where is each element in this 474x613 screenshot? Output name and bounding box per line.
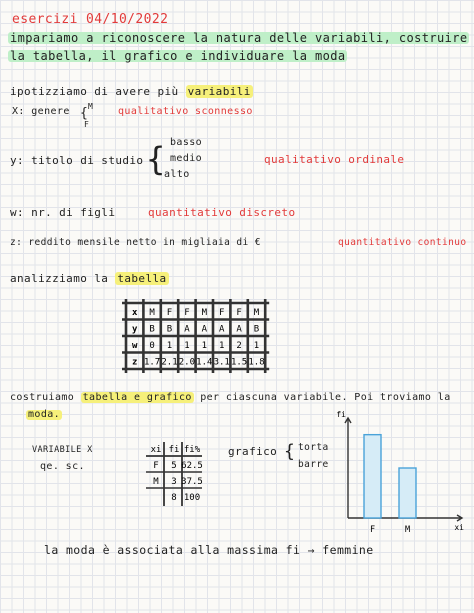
table-cell: 1 [218,340,225,351]
build-section-line: costruiamo tabella e grafico per ciascuna variabile. Poi troviamo la [10,392,451,403]
variable-y-label: y: titolo di studio [10,154,144,167]
category-f: F [84,120,90,129]
table-section-heading: analizziamo la tabella [10,272,167,285]
table-cell: 1 [184,340,190,351]
table-row-label: y [131,324,138,335]
x-axis-label: xi [454,523,464,532]
variable-x-section-subtitle: qe. sc. [40,461,85,472]
bar [364,435,381,518]
tabella-highlight: tabella [117,272,167,285]
graph-option-barre: barre [298,459,329,470]
classification-x: qualitativo sconnesso [118,106,253,117]
table-cell: F [218,307,225,318]
table-cell: 1.4 [196,357,213,368]
intro-line-2: la tabella, il grafico e individuare la moda [10,49,346,63]
brace-graph: { [284,441,296,462]
category-medio: medio [170,153,203,164]
table-cell: B [253,324,260,335]
bar [399,468,416,518]
table-row-label: z [131,357,138,368]
freq-cell: 8 [171,493,177,503]
table-cell: 0 [149,340,155,351]
brace-x: { [80,106,89,121]
table-cell: 2.0 [178,357,196,368]
freq-cell: 100 [183,493,201,503]
table-cell: 1 [253,340,260,351]
table-cell: F [166,307,173,318]
category-basso: basso [170,137,203,148]
variables-intro: ipotizziamo di avere più variabili [10,85,251,98]
variables-highlight: variabili [187,85,251,98]
freq-header: fi% [183,445,201,455]
classification-z: quantitativo continuo [338,237,467,248]
freq-header: xi [150,445,162,455]
table-cell: M [149,307,155,318]
table-cell: A [184,324,190,335]
moda-highlight: moda. [28,409,61,420]
table-cell: A [201,324,208,335]
freq-cell: 37.5 [181,477,203,487]
variable-x-section-title: VARIABILE X [32,445,93,455]
table-cell: F [184,307,190,318]
table-cell: A [218,324,225,335]
freq-cell: 5 [171,461,177,471]
table-cell: 1.8 [248,357,265,368]
date-title: esercizi 04/10/2022 [12,12,169,27]
freq-cell: F [153,461,159,471]
category-alto: alto [164,169,190,180]
table-cell: 1 [166,340,173,351]
freq-cell: 3 [171,477,177,487]
graph-label: grafico [228,445,278,458]
variable-x-label: X: genere [12,106,70,117]
freq-cell: M [153,477,159,487]
tabella-grafico-highlight: tabella e grafico [82,392,192,403]
graph-option-torta: torta [298,442,329,453]
table-cell: M [201,307,208,318]
variable-w-label: w: nr. di figli [10,206,116,219]
table-row-label: x [131,307,138,318]
table-cell: 1 [201,340,208,351]
category-label: M [404,525,411,535]
y-axis-label: fi [336,410,346,419]
classification-w: quantitativo discreto [148,206,296,219]
table-cell: B [166,324,173,335]
intro-line-1: impariamo a riconoscere la natura delle variabili, costruire [10,31,468,45]
table-cell: 2.1 [161,357,178,368]
table-cell: 1.7 [143,357,161,368]
freq-header: fi [168,445,180,455]
table-cell: 3.1 [213,357,230,368]
freq-cell: 62.5 [181,461,203,471]
table-cell: A [236,324,242,335]
category-label: F [369,525,376,535]
conclusion: la moda è associata alla massima fi → femmine [44,543,374,557]
table-cell: 1.5 [230,357,248,368]
table-cell: M [253,307,260,318]
table-cell: F [236,307,242,318]
variable-z-label: z: reddito mensile netto in migliaia di € [10,237,261,248]
table-row-label: w [131,340,138,351]
classification-y: qualitativo ordinale [264,153,405,166]
category-m: M [88,102,94,111]
table-cell: B [149,324,155,335]
table-cell: 2 [236,340,242,351]
brace-y: { [146,140,166,178]
